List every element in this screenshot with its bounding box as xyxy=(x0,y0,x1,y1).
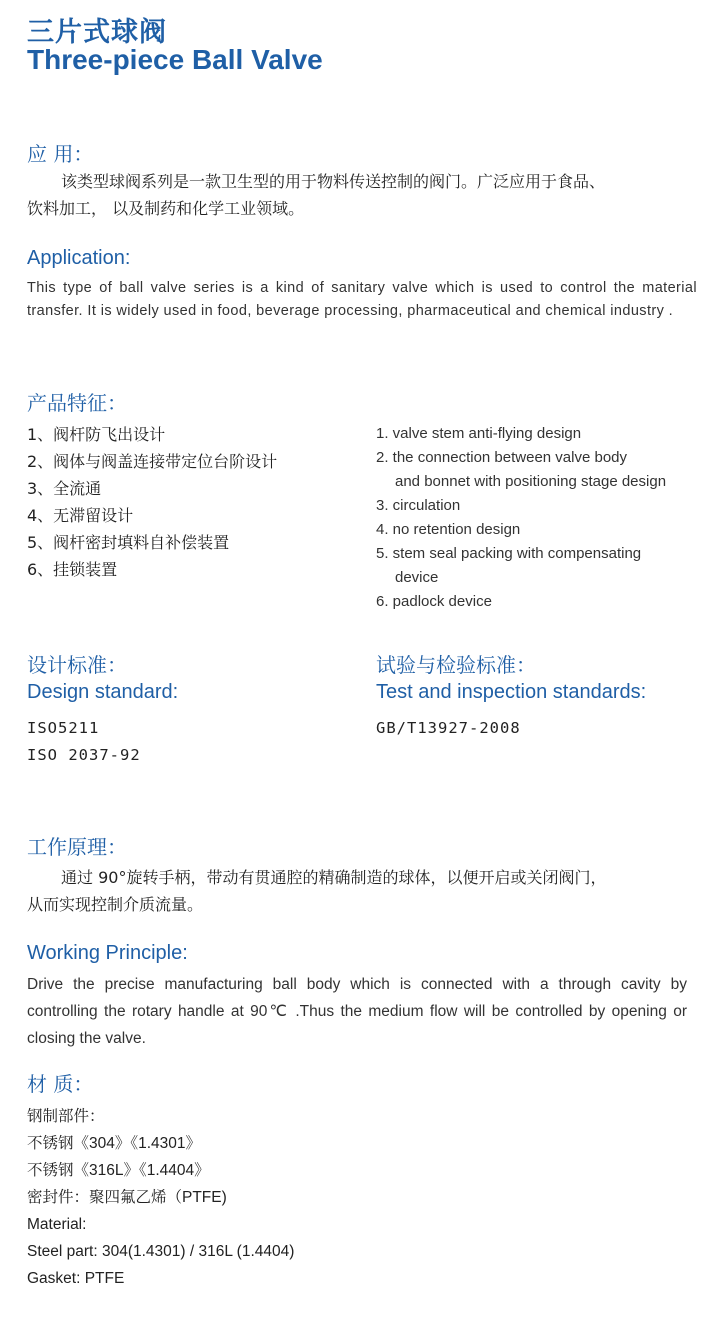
features-list-cn xyxy=(27,421,357,583)
feature-item-en xyxy=(376,518,706,542)
feature-item-en-text: 3. circulation xyxy=(376,497,461,514)
feature-item-en xyxy=(376,542,706,590)
feature-item-en-text: 6. padlock device xyxy=(376,593,492,610)
page-title-cn: 三片式球阀 xyxy=(27,17,167,48)
design-standard-item: ISO5211 xyxy=(27,719,100,737)
material-item: Material: xyxy=(27,1216,87,1233)
feature-item-cn: 6、挂锁装置 xyxy=(27,560,118,579)
feature-item-cn: 4、无滞留设计 xyxy=(27,506,134,525)
material-item: 不锈钢《304》《1.4301》 xyxy=(27,1135,202,1152)
feature-item-en-cont: and bonnet with positioning stage design xyxy=(395,473,667,490)
design-standard-heading-cn: 设计标准： xyxy=(27,653,127,677)
feature-item-en xyxy=(376,446,706,494)
application-text-cn-line1: 该类型球阀系列是一款卫生型的用于物料传送控制的阀门。广泛应用于食品、 xyxy=(61,172,606,191)
design-standard-heading-en: Design standard: xyxy=(27,681,179,703)
material-item: Steel part: 304(1.4301) / 316L (1.4404) xyxy=(27,1243,295,1260)
feature-item-en xyxy=(376,422,706,446)
working-principle-text-cn-line1: 通过 90°旋转手柄，带动有贯通腔的精确制造的球体，以便开启或关闭阀门， xyxy=(61,868,607,887)
material-list xyxy=(27,1103,627,1292)
material-item: 密封件：聚四氟乙烯（PTFE) xyxy=(27,1189,227,1206)
design-standard-item: ISO 2037-92 xyxy=(27,746,141,764)
working-principle-text-en: Drive the precise manufacturing ball body which is connected with a through cavity by controlling the rotary handle at 90℃ .Thus the medium flow will be controlled by opening or closing the valve. xyxy=(27,976,687,1047)
feature-item-cn: 5、阀杆密封填料自补偿装置 xyxy=(27,533,230,552)
features-list-en xyxy=(376,422,706,614)
material-item: 钢制部件： xyxy=(27,1108,105,1125)
feature-item-cn: 3、全流通 xyxy=(27,479,102,498)
feature-item-en-text: 5. stem seal packing with compensating xyxy=(376,545,642,562)
application-text-en: This type of ball valve series is a kind of sanitary valve which is used to control the material transfer. It is widely used in food, beverage processing, pharmaceutical and chemical industry . xyxy=(27,280,697,319)
working-principle-heading-cn: 工作原理： xyxy=(27,835,127,859)
feature-item-en-text: 4. no retention design xyxy=(376,521,521,538)
design-standard-list xyxy=(27,715,141,769)
test-standard-heading-cn: 试验与检验标准： xyxy=(376,653,536,677)
test-standard-list xyxy=(376,715,521,742)
feature-item-en xyxy=(376,590,706,614)
feature-item-en xyxy=(376,494,706,518)
test-standard-heading-en: Test and inspection standards: xyxy=(376,681,647,703)
application-heading-cn: 应 用： xyxy=(27,142,94,166)
page-title-en: Three-piece Ball Valve xyxy=(27,44,323,75)
working-principle-text-cn-line2: 从而实现控制介质流量。 xyxy=(27,895,204,914)
feature-item-en-cont: device xyxy=(395,569,439,586)
application-text-cn xyxy=(27,168,697,222)
material-item: Gasket: PTFE xyxy=(27,1270,125,1287)
material-item: 不锈钢《316L》《1.4404》 xyxy=(27,1162,210,1179)
working-principle-heading-en: Working Principle: xyxy=(27,942,188,964)
feature-item-cn: 2、阀体与阀盖连接带定位台阶设计 xyxy=(27,452,278,471)
application-heading-en: Application: xyxy=(27,247,131,269)
material-heading-cn: 材 质： xyxy=(27,1072,94,1096)
working-principle-text-cn xyxy=(27,864,697,918)
feature-item-en-text: 2. the connection between valve body xyxy=(376,449,628,466)
application-text-cn-line2: 饮料加工， 以及制药和化学工业领域。 xyxy=(27,199,305,218)
feature-item-en-text: 1. valve stem anti-flying design xyxy=(376,425,582,442)
features-heading-cn: 产品特征： xyxy=(27,391,127,415)
feature-item-cn: 1、阀杆防飞出设计 xyxy=(27,425,166,444)
test-standard-item: GB/T13927-2008 xyxy=(376,719,521,737)
